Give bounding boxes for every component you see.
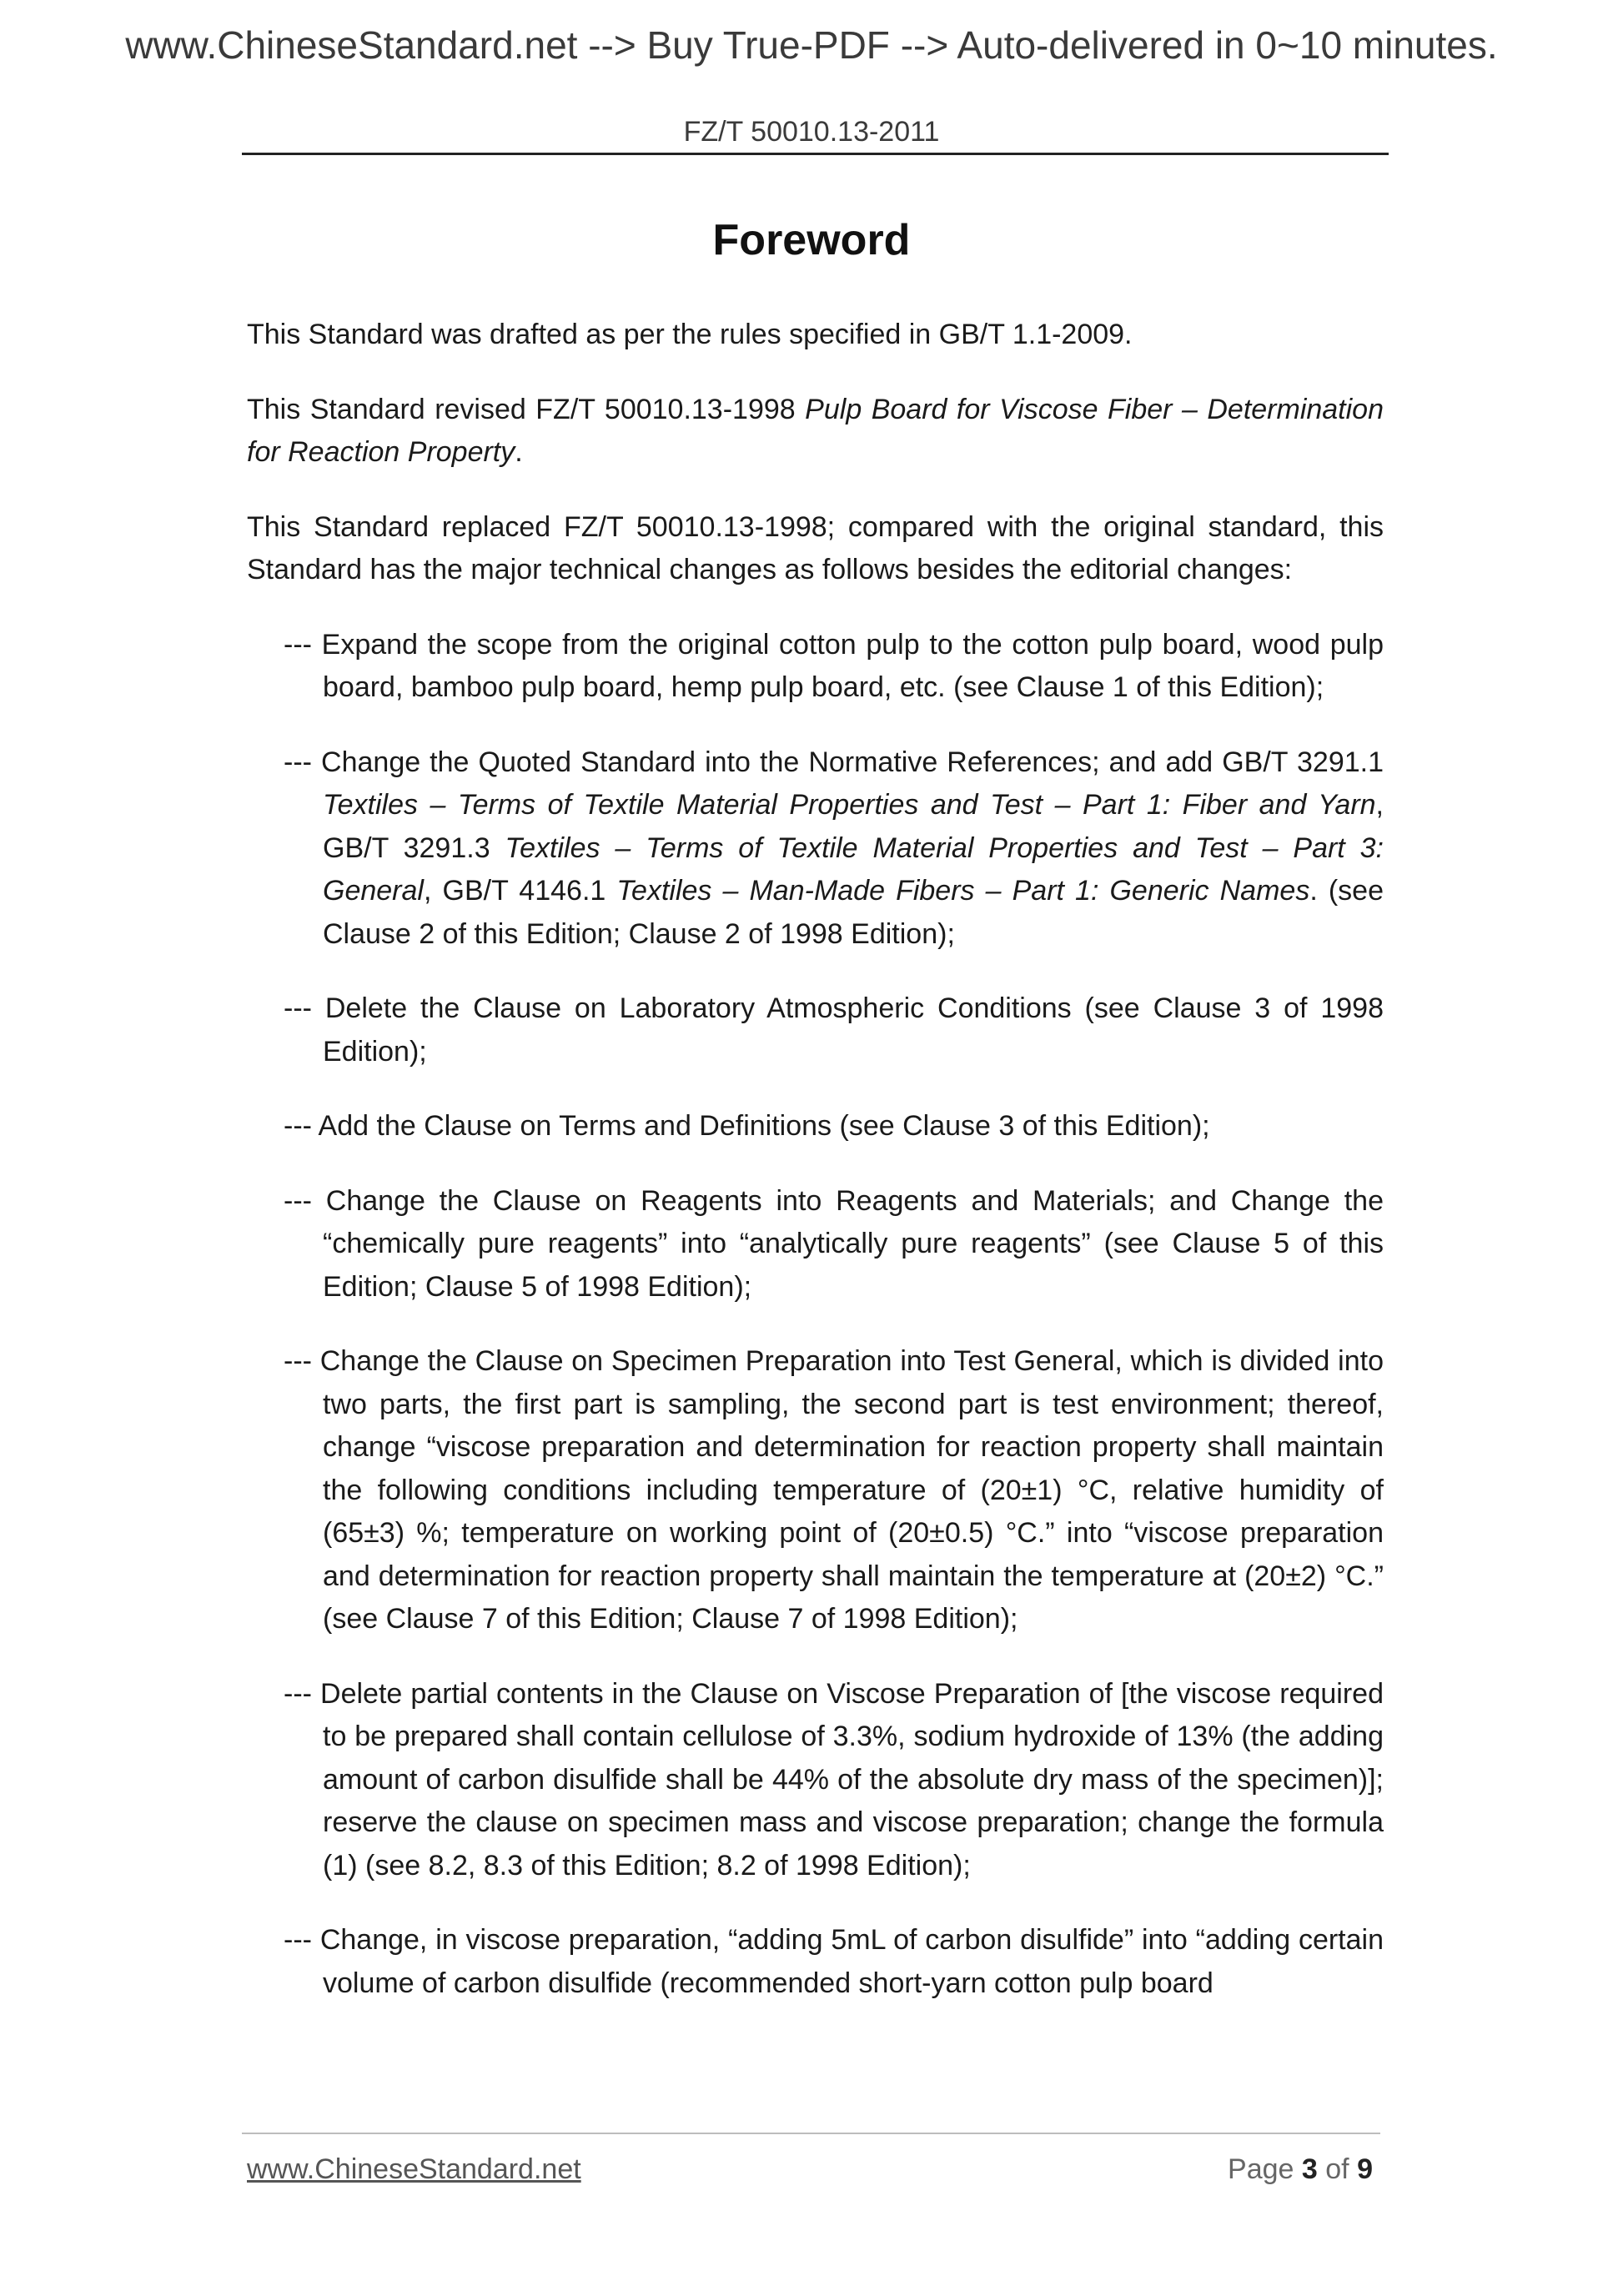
list-dash: ---: [284, 1184, 326, 1217]
change-item-reagents: [284, 1180, 1384, 1309]
reference-title: Textiles – Terms of Textile Material Properties and Test – Part 3: General: [323, 831, 1384, 907]
change-item-text: . (see Clause 2 of this Edition; Clause 2 of 1998 Edition);: [323, 875, 1384, 950]
change-item-text: Delete the Clause on Laboratory Atmospheric Conditions (see Clause 3 of 1998 Edition);: [323, 992, 1384, 1068]
list-dash: ---: [284, 1110, 319, 1142]
change-item-text: , GB/T 4146.1: [423, 875, 617, 907]
foreword-body: [247, 314, 1384, 2037]
page-number: [1228, 2152, 1373, 2187]
change-item-carbon-disulfide: [284, 1919, 1384, 2005]
header-divider: [242, 153, 1389, 155]
change-item-scope: [284, 624, 1384, 710]
list-dash: ---: [284, 1345, 320, 1377]
revised-standard-title: Pulp Board for Viscose Fiber – Determination for Reaction Property: [247, 393, 1384, 468]
list-dash: ---: [284, 992, 325, 1024]
change-item-terms-definitions: [284, 1105, 1384, 1148]
header-banner: www.ChineseStandard.net --> Buy True-PDF --> Auto-delivered in 0~10 minutes.: [125, 23, 1498, 67]
list-dash: ---: [284, 746, 322, 778]
change-item-text: Change the Clause on Specimen Preparation into Test General, which is divided into two parts, the first part is sampling, the second part is test environment; thereof, change “viscose preparation and determination for reaction property shall maintain the following conditions including temperature of (20±1) °C, relative humidity of (65±3) %; temperature on working point of (20±0.5) °C.” into “viscose preparation and determination for reaction property shall maintain the temperature at (20±2) °C.” (see Clause 7 of this Edition; Clause 7 of 1998 Edition);: [319, 1345, 1384, 1635]
paragraph-revision-end: .: [515, 436, 523, 468]
footer-website-link[interactable]: www.ChineseStandard.net: [247, 2153, 581, 2185]
list-dash: ---: [284, 1677, 321, 1710]
page-number-prefix: Page: [1228, 2153, 1302, 2185]
footer-divider: [242, 2133, 1380, 2134]
change-item-normative-references: [284, 741, 1384, 957]
reference-title: Textiles – Man-Made Fibers – Part 1: Generic Names: [616, 875, 1310, 907]
paragraph-replacement: This Standard replaced FZ/T 50010.13-1998; compared with the original standard, this Standard has the major technical changes as follows besides the editorial changes:: [247, 510, 1384, 585]
change-item-atmospheric-conditions: [284, 987, 1384, 1073]
paragraph-drafting-rules: This Standard was drafted as per the rules specified in GB/T 1.1-2009.: [247, 319, 1133, 350]
change-item-text: , GB/T 3291.3: [323, 789, 1384, 864]
change-item-text: Expand the scope from the original cotton pulp to the cotton pulp board, wood pulp board, bamboo pulp board, hemp pulp board, etc. (see Clause 1 of this Edition);: [321, 628, 1384, 703]
page-number-separator: of: [1317, 2153, 1358, 2185]
standard-code: FZ/T 50010.13-2011: [683, 116, 940, 148]
change-item-text: Change, in viscose preparation, “adding 5mL of carbon disulfide” into “adding certain volume of carbon disulfide (recommended short-yarn cotton pulp board: [319, 1924, 1384, 1999]
reference-title: Textiles – Terms of Textile Material Properties and Test – Part 1: Fiber and Yarn: [323, 789, 1376, 821]
list-dash: ---: [284, 628, 322, 661]
change-item-viscose-preparation: [284, 1673, 1384, 1888]
change-item-text: Add the Clause on Terms and Definitions (see Clause 3 of this Edition);: [318, 1110, 1210, 1142]
page-number-total: 9: [1357, 2153, 1373, 2185]
change-item-text: Change the Quoted Standard into the Normative References; and add GB/T 3291.1: [321, 746, 1384, 778]
change-item-text: Delete partial contents in the Clause on Viscose Preparation of [the viscose required to be prepared shall contain cellulose of 3.3%, sodium hydroxide of 13% (the adding amount of carbon disulfide shall be 44% of the absolute dry mass of the specimen)]; reserve the clause on specimen mass and viscose preparation; change the formula (1) (see 8.2, 8.3 of this Edition; 8.2 of 1998 Edition);: [320, 1677, 1384, 1882]
paragraph-revision: [247, 389, 1384, 475]
change-item-test-general: [284, 1340, 1384, 1641]
page-number-current: 3: [1301, 2153, 1318, 2185]
page-title: Foreword: [712, 216, 911, 264]
change-item-text: Change the Clause on Reagents into Reagents and Materials; and Change the “chemically pure reagents” into “analytically pure reagents” (see Clause 5 of this Edition; Clause 5 of 1998 Edition);: [323, 1184, 1384, 1303]
paragraph-revision-text: This Standard revised FZ/T 50010.13-1998: [247, 393, 806, 425]
list-dash: ---: [284, 1924, 320, 1956]
